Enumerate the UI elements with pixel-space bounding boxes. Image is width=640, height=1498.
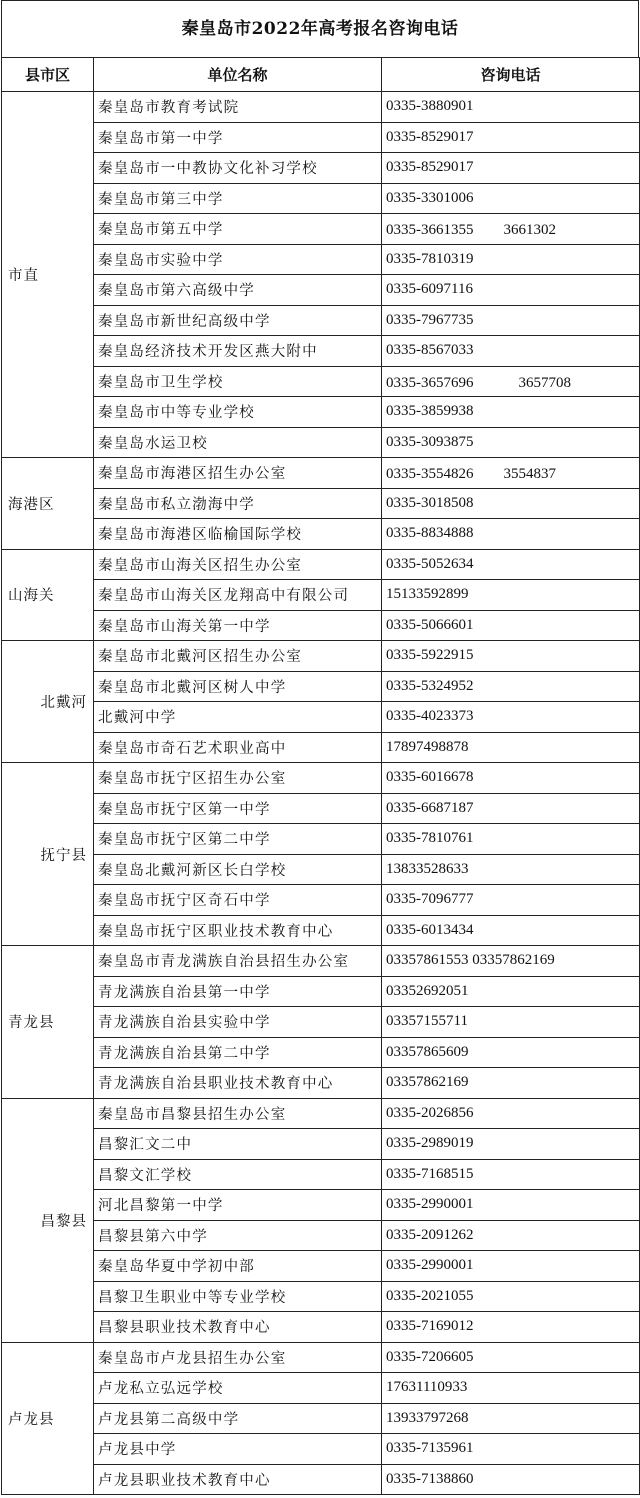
table-row: [2, 1403, 640, 1434]
unit-name-cell: 秦皇岛市第三中学: [94, 183, 382, 214]
phone-cell: 15133592899: [382, 580, 640, 611]
table-row: [2, 1159, 640, 1190]
phone-cell: 0335-7206605: [382, 1342, 640, 1373]
district-cell: 青龙县: [2, 946, 94, 1099]
unit-name-cell: 秦皇岛市北戴河区招生办公室: [94, 641, 382, 672]
unit-name-cell: 秦皇岛水运卫校: [94, 427, 382, 458]
unit-name-cell: 秦皇岛华夏中学初中部: [94, 1251, 382, 1282]
unit-name-cell: 青龙满族自治县第二中学: [94, 1037, 382, 1068]
unit-name-cell: 青龙满族自治县职业技术教育中心: [94, 1068, 382, 1099]
unit-name-cell: 秦皇岛市抚宁区职业技术教育中心: [94, 915, 382, 946]
table-row: [2, 1037, 640, 1068]
phone-cell: 0335-7168515: [382, 1159, 640, 1190]
table-row: [2, 214, 640, 245]
unit-name-cell: 北戴河中学: [94, 702, 382, 733]
district-cell: 山海关: [2, 549, 94, 641]
phone-cell: 13833528633: [382, 854, 640, 885]
table-row: [2, 153, 640, 184]
table-row: [2, 1190, 640, 1221]
table-row: [2, 1342, 640, 1373]
phone-cell: 0335-8834888: [382, 519, 640, 550]
table-row: [2, 458, 640, 489]
table-row: [2, 1281, 640, 1312]
table-row: [2, 763, 640, 794]
table-row: [2, 183, 640, 214]
header-district: 县市区: [2, 58, 94, 92]
table-row: [2, 1007, 640, 1038]
table-row: [2, 946, 640, 977]
unit-name-cell: 秦皇岛市抚宁区第一中学: [94, 793, 382, 824]
phone-cell: 03357861553 03357862169: [382, 946, 640, 977]
unit-name-cell: 秦皇岛经济技术开发区燕大附中: [94, 336, 382, 367]
page-title: 秦皇岛市2022年高考报名咨询电话: [1, 0, 639, 57]
unit-name-cell: 秦皇岛市山海关区龙翔高中有限公司: [94, 580, 382, 611]
unit-name-cell: 卢龙县职业技术教育中心: [94, 1464, 382, 1495]
unit-name-cell: 秦皇岛市青龙满族自治县招生办公室: [94, 946, 382, 977]
phone-cell: 0335-5066601: [382, 610, 640, 641]
table-row: [2, 885, 640, 916]
phone-cell: 0335-3880901: [382, 92, 640, 123]
unit-name-cell: 青龙满族自治县实验中学: [94, 1007, 382, 1038]
phone-cell: 0335-2091262: [382, 1220, 640, 1251]
table-row: [2, 397, 640, 428]
phone-cell: 0335-3093875: [382, 427, 640, 458]
unit-name-cell: 秦皇岛市海港区临榆国际学校: [94, 519, 382, 550]
phone-cell: 0335-3657696 3657708: [382, 366, 640, 397]
phone-cell: 0335-2026856: [382, 1098, 640, 1129]
table-row: [2, 1434, 640, 1465]
table-row: [2, 671, 640, 702]
table-row: [2, 336, 640, 367]
district-cell: 海港区: [2, 458, 94, 550]
unit-name-cell: 秦皇岛市抚宁区奇石中学: [94, 885, 382, 916]
phone-cell: 0335-3018508: [382, 488, 640, 519]
unit-name-cell: 秦皇岛市昌黎县招生办公室: [94, 1098, 382, 1129]
phone-cell: 0335-2021055: [382, 1281, 640, 1312]
table-row: [2, 610, 640, 641]
phone-cell: 17631110933: [382, 1373, 640, 1404]
table-row: [2, 702, 640, 733]
phone-cell: 0335-6013434: [382, 915, 640, 946]
phone-cell: 0335-2989019: [382, 1129, 640, 1160]
unit-name-cell: 秦皇岛市实验中学: [94, 244, 382, 275]
unit-name-cell: 秦皇岛市第五中学: [94, 214, 382, 245]
phone-cell: 0335-5922915: [382, 641, 640, 672]
phone-cell: 0335-6097116: [382, 275, 640, 306]
table-row: [2, 122, 640, 153]
table-row: [2, 1464, 640, 1495]
directory-table: [1, 57, 640, 1495]
phone-cell: 0335-7096777: [382, 885, 640, 916]
phone-cell: 0335-6016678: [382, 763, 640, 794]
unit-name-cell: 秦皇岛市私立渤海中学: [94, 488, 382, 519]
unit-name-cell: 昌黎文汇学校: [94, 1159, 382, 1190]
phone-cell: 03357865609: [382, 1037, 640, 1068]
unit-name-cell: 秦皇岛市新世纪高级中学: [94, 305, 382, 336]
unit-name-cell: 卢龙私立弘远学校: [94, 1373, 382, 1404]
district-cell: 卢龙县: [2, 1342, 94, 1495]
table-row: [2, 1220, 640, 1251]
phone-cell: 0335-8529017: [382, 153, 640, 184]
unit-name-cell: 秦皇岛市第一中学: [94, 122, 382, 153]
district-cell: 昌黎县: [2, 1098, 94, 1342]
table-row: [2, 580, 640, 611]
district-cell: 北戴河: [2, 641, 94, 763]
phone-cell: 13933797268: [382, 1403, 640, 1434]
table-row: [2, 1098, 640, 1129]
table-row: [2, 92, 640, 123]
phone-cell: 17897498878: [382, 732, 640, 763]
table-row: [2, 488, 640, 519]
phone-cell: 0335-3859938: [382, 397, 640, 428]
phone-cell: 0335-7138860: [382, 1464, 640, 1495]
phone-cell: 0335-3301006: [382, 183, 640, 214]
table-row: [2, 366, 640, 397]
unit-name-cell: 秦皇岛市抚宁区第二中学: [94, 824, 382, 855]
table-row: [2, 1129, 640, 1160]
table-row: [2, 732, 640, 763]
unit-name-cell: 秦皇岛市卢龙县招生办公室: [94, 1342, 382, 1373]
unit-name-cell: 秦皇岛市山海关区招生办公室: [94, 549, 382, 580]
directory-body: [2, 92, 640, 1495]
unit-name-cell: 秦皇岛市北戴河区树人中学: [94, 671, 382, 702]
phone-cell: 0335-8567033: [382, 336, 640, 367]
table-row: [2, 1251, 640, 1282]
unit-name-cell: 昌黎县职业技术教育中心: [94, 1312, 382, 1343]
phone-cell: 0335-7810761: [382, 824, 640, 855]
table-row: [2, 1312, 640, 1343]
unit-name-cell: 河北昌黎第一中学: [94, 1190, 382, 1221]
table-row: [2, 305, 640, 336]
phone-cell: 03357862169: [382, 1068, 640, 1099]
phone-cell: 0335-7135961: [382, 1434, 640, 1465]
table-row: [2, 641, 640, 672]
table-row: [2, 854, 640, 885]
phone-cell: 0335-2990001: [382, 1251, 640, 1282]
unit-name-cell: 秦皇岛市第六高级中学: [94, 275, 382, 306]
table-row: [2, 1068, 640, 1099]
table-row: [2, 275, 640, 306]
table-row: [2, 976, 640, 1007]
unit-name-cell: 秦皇岛市山海关第一中学: [94, 610, 382, 641]
phone-cell: 0335-5052634: [382, 549, 640, 580]
table-row: [2, 824, 640, 855]
header-row: [2, 58, 640, 92]
phone-cell: 0335-7810319: [382, 244, 640, 275]
phone-cell: 0335-3661355 3661302: [382, 214, 640, 245]
table-row: [2, 549, 640, 580]
header-unit: 单位名称: [94, 58, 382, 92]
phone-cell: 03357155711: [382, 1007, 640, 1038]
unit-name-cell: 秦皇岛市海港区招生办公室: [94, 458, 382, 489]
unit-name-cell: 秦皇岛市教育考试院: [94, 92, 382, 123]
unit-name-cell: 秦皇岛市奇石艺术职业高中: [94, 732, 382, 763]
unit-name-cell: 昌黎汇文二中: [94, 1129, 382, 1160]
phone-cell: 03352692051: [382, 976, 640, 1007]
unit-name-cell: 秦皇岛北戴河新区长白学校: [94, 854, 382, 885]
district-cell: 抚宁县: [2, 763, 94, 946]
phone-cell: 0335-6687187: [382, 793, 640, 824]
phone-cell: 0335-5324952: [382, 671, 640, 702]
unit-name-cell: 青龙满族自治县第一中学: [94, 976, 382, 1007]
unit-name-cell: 秦皇岛市一中教协文化补习学校: [94, 153, 382, 184]
table-row: [2, 244, 640, 275]
unit-name-cell: 昌黎县第六中学: [94, 1220, 382, 1251]
table-row: [2, 915, 640, 946]
phone-cell: 0335-2990001: [382, 1190, 640, 1221]
table-row: [2, 793, 640, 824]
unit-name-cell: 秦皇岛市抚宁区招生办公室: [94, 763, 382, 794]
phone-cell: 0335-7169012: [382, 1312, 640, 1343]
unit-name-cell: 卢龙县中学: [94, 1434, 382, 1465]
unit-name-cell: 秦皇岛市卫生学校: [94, 366, 382, 397]
phone-cell: 0335-7967735: [382, 305, 640, 336]
phone-cell: 0335-4023373: [382, 702, 640, 733]
district-cell: 市直: [2, 92, 94, 458]
phone-cell: 0335-8529017: [382, 122, 640, 153]
table-row: [2, 1373, 640, 1404]
unit-name-cell: 秦皇岛市中等专业学校: [94, 397, 382, 428]
unit-name-cell: 昌黎卫生职业中等专业学校: [94, 1281, 382, 1312]
table-row: [2, 427, 640, 458]
phone-directory-sheet: [1, 0, 639, 1495]
unit-name-cell: 卢龙县第二高级中学: [94, 1403, 382, 1434]
phone-cell: 0335-3554826 3554837: [382, 458, 640, 489]
header-phone: 咨询电话: [382, 58, 640, 92]
table-row: [2, 519, 640, 550]
